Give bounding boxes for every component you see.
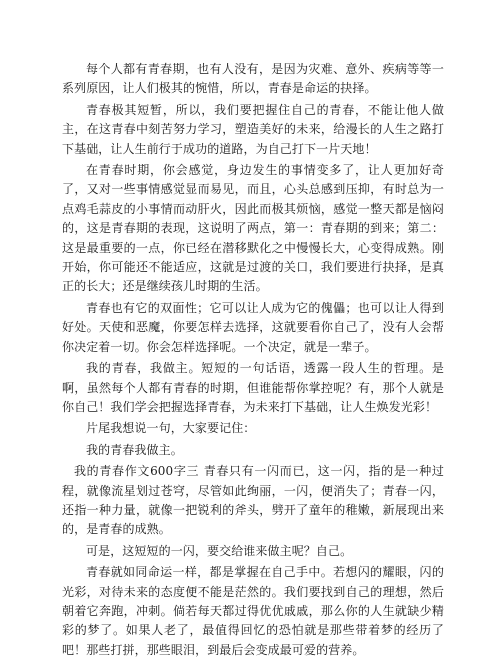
paragraph-4: 青春也有它的双面性；它可以让人成为它的傀儡；也可以让人得到好处。天使和恶魔，你要怎样去选择，这就要看你自己了，没有人会帮你决定着一切。你会怎样选择呢。一个决定，就是一辈子。 bbox=[62, 300, 444, 354]
paragraph-10: 青春就如同命运一样，都是掌握在自己手中。若想闪的耀眼，闪的光彩，对待未来的态度便不能是茫然的。我们要找到自己的理想，然后朝着它奔跑，冲刺。倘若每天都过得优优戚戚，那么你的人生就缺少精彩的梦了。如果人老了，最值得回忆的恐怕就是那些带着梦的经历了吧！那些打拼，那些眼泪，到最后会变成最可爱的营养。 bbox=[62, 565, 444, 657]
paragraph-1: 每个人都有青春期，也有人没有，是因为灾难、意外、疾病等等一系列原因，让人们极其的惋惜，所以，青春是命运的抉择。 bbox=[62, 62, 444, 96]
paragraph-5: 我的青春，我做主。短短的一句话语，透露一段人生的哲理。是啊，虽然每个人都有青春的时期，但谁能帮你掌控呢？有，那个人就是你自己！我们学会把握选择青春，为未来打下基础，让人生焕发光彩！ bbox=[62, 361, 444, 414]
paragraph-6: 片尾我想说一句，大家要记住： bbox=[86, 421, 256, 436]
document-body bbox=[62, 60, 444, 662]
paragraph-2: 青春极其短暂，所以，我们要把握住自己的青春，不能让他人做主，在这青春中刻苦努力学习，塑造美好的未来，给漫长的人生之路打下基础，让人生前行于成功的道路，为自己打下一片天地！ bbox=[62, 102, 444, 156]
paragraph-7: 我的青春我做主。 bbox=[86, 442, 183, 457]
paragraph-8-essay-heading: 我的青春作文600字三 青春只有一闪而已，这一闪，指的是一种过程，就像流星划过苍穹，尽管如此绚丽，一闪，便消失了；青春一闪，还指一种力量，就像一把锐利的斧头，劈开了童年的稚嫩，新展现出来的，是青春的成熟。 bbox=[62, 464, 444, 537]
paragraph-3: 在青春时期，你会感觉，身边发生的事情变多了，让人更加好奇了，又对一些事情感觉显而易见，而且，心头总感到压抑，有时总为一点鸡毛蒜皮的小事情而动肝火，因此而极其烦恼，感觉一整天都是恼闷的，这是青春期的表现，这说明了两点，第一：青春期的到来；第二：这是最重要的一点，你已经在潜移默化之中慢慢长大，心变得成熟。刚开始，你可能还不能适应，这就是过渡的关口，我们要进行抉择，是真正的长大；还是继续孩儿时期的生活。 bbox=[62, 163, 444, 294]
paragraph-9: 可是，这短短的一闪，要交给谁来做主呢？自己。 bbox=[86, 543, 353, 558]
